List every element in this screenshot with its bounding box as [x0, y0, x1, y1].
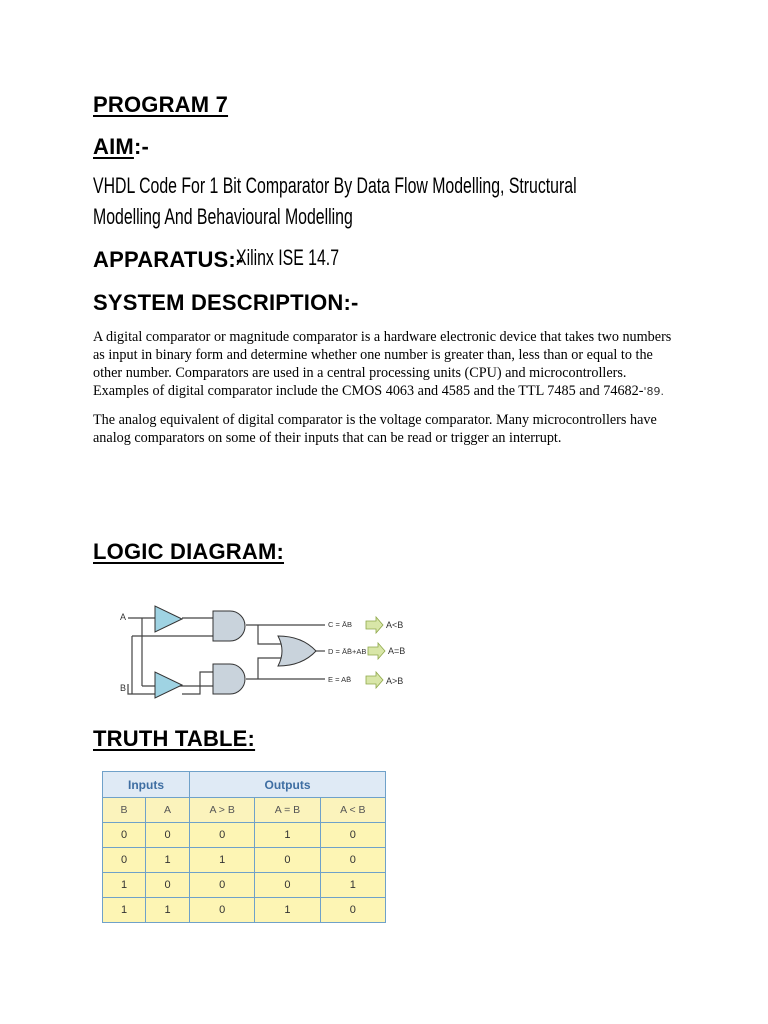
table-cell: 0 [320, 823, 385, 848]
xnor-gate-icon [278, 636, 316, 666]
column-header: A > B [190, 798, 255, 823]
table-cell: 1 [146, 848, 190, 873]
table-cell: 0 [103, 823, 146, 848]
column-header: A [146, 798, 190, 823]
truth-table-heading: TRUTH TABLE: [93, 726, 256, 751]
table-row [103, 873, 386, 898]
buffer-b-icon [155, 672, 182, 698]
table-cell: 1 [103, 873, 146, 898]
output-d-label: D = ĀB̄+AB [328, 647, 367, 656]
aim-label: AIM [93, 134, 134, 159]
paragraph-1 [93, 328, 683, 401]
program-title: PROGRAM 7 [93, 92, 229, 117]
table-cell: 0 [255, 873, 320, 898]
table-cell: 0 [320, 898, 385, 923]
table-cell: 0 [190, 898, 255, 923]
table-cell: 1 [190, 848, 255, 873]
table-cell: 1 [146, 898, 190, 923]
arrow-e-icon [366, 672, 383, 688]
paragraph-1-reference: '89. [643, 385, 664, 398]
truth-table [102, 771, 386, 923]
column-header: A = B [255, 798, 320, 823]
inputs-header: Inputs [103, 772, 190, 798]
output-c-label: C = ĀB [328, 620, 352, 629]
arrow-d-icon [368, 643, 385, 659]
result-e-label: A>B [386, 676, 404, 686]
table-cell: 0 [103, 848, 146, 873]
aim-text-line-2: Modelling And Behavioural Modelling [93, 204, 353, 229]
and-gate-bottom-icon [213, 664, 245, 694]
aim-suffix: :- [133, 134, 149, 159]
input-a-label: A [120, 612, 127, 622]
result-c-label: A<B [386, 620, 404, 630]
result-d-label: A=B [388, 646, 406, 656]
aim-text-line-1: VHDL Code For 1 Bit Comparator By Data Flow Modelling, Structural [93, 173, 577, 198]
table-cell: 0 [190, 823, 255, 848]
aim-heading [93, 134, 149, 160]
system-description-heading: SYSTEM DESCRIPTION:- [93, 290, 359, 315]
system-description-text [93, 328, 683, 447]
apparatus-value: Xilinx ISE 14.7 [236, 245, 340, 270]
outputs-header: Outputs [190, 772, 386, 798]
table-cell: 0 [255, 848, 320, 873]
paragraph-2: The analog equivalent of digital comparator is the voltage comparator. Many microcontrollers have analog comparators on some of their inputs that can be read or trigger an interrupt. [93, 412, 657, 446]
table-group-header [103, 772, 386, 798]
arrow-c-icon [366, 617, 383, 633]
input-b-label: B [120, 683, 127, 693]
buffer-a-icon [155, 606, 182, 632]
column-header: A < B [320, 798, 385, 823]
table-cell: 1 [255, 823, 320, 848]
output-e-label: E = AB̄ [328, 675, 352, 684]
table-column-header [103, 798, 386, 823]
table-row [103, 823, 386, 848]
table-row [103, 848, 386, 873]
table-cell: 0 [146, 873, 190, 898]
table-cell: 1 [255, 898, 320, 923]
paragraph-1-text: A digital comparator or magnitude comparator is a hardware electronic device that takes two numbers as input in binary form and determine whether one number is greater than, less than or equal to the other number. Comparators are used in a central processing units (CPU) and microcontrollers. Examples of digital comparator include the CMOS 4063 and 4585 and the TTL 7485 and 74682- [93, 329, 672, 399]
and-gate-top-icon [213, 611, 245, 641]
table-row [103, 898, 386, 923]
table-cell: 0 [320, 848, 385, 873]
logic-diagram [110, 596, 420, 706]
column-header: B [103, 798, 146, 823]
apparatus-label: APPARATUS:- [93, 247, 244, 272]
table-cell: 1 [103, 898, 146, 923]
logic-diagram-heading: LOGIC DIAGRAM: [93, 539, 285, 564]
table-cell: 0 [190, 873, 255, 898]
table-cell: 1 [320, 873, 385, 898]
table-cell: 0 [146, 823, 190, 848]
